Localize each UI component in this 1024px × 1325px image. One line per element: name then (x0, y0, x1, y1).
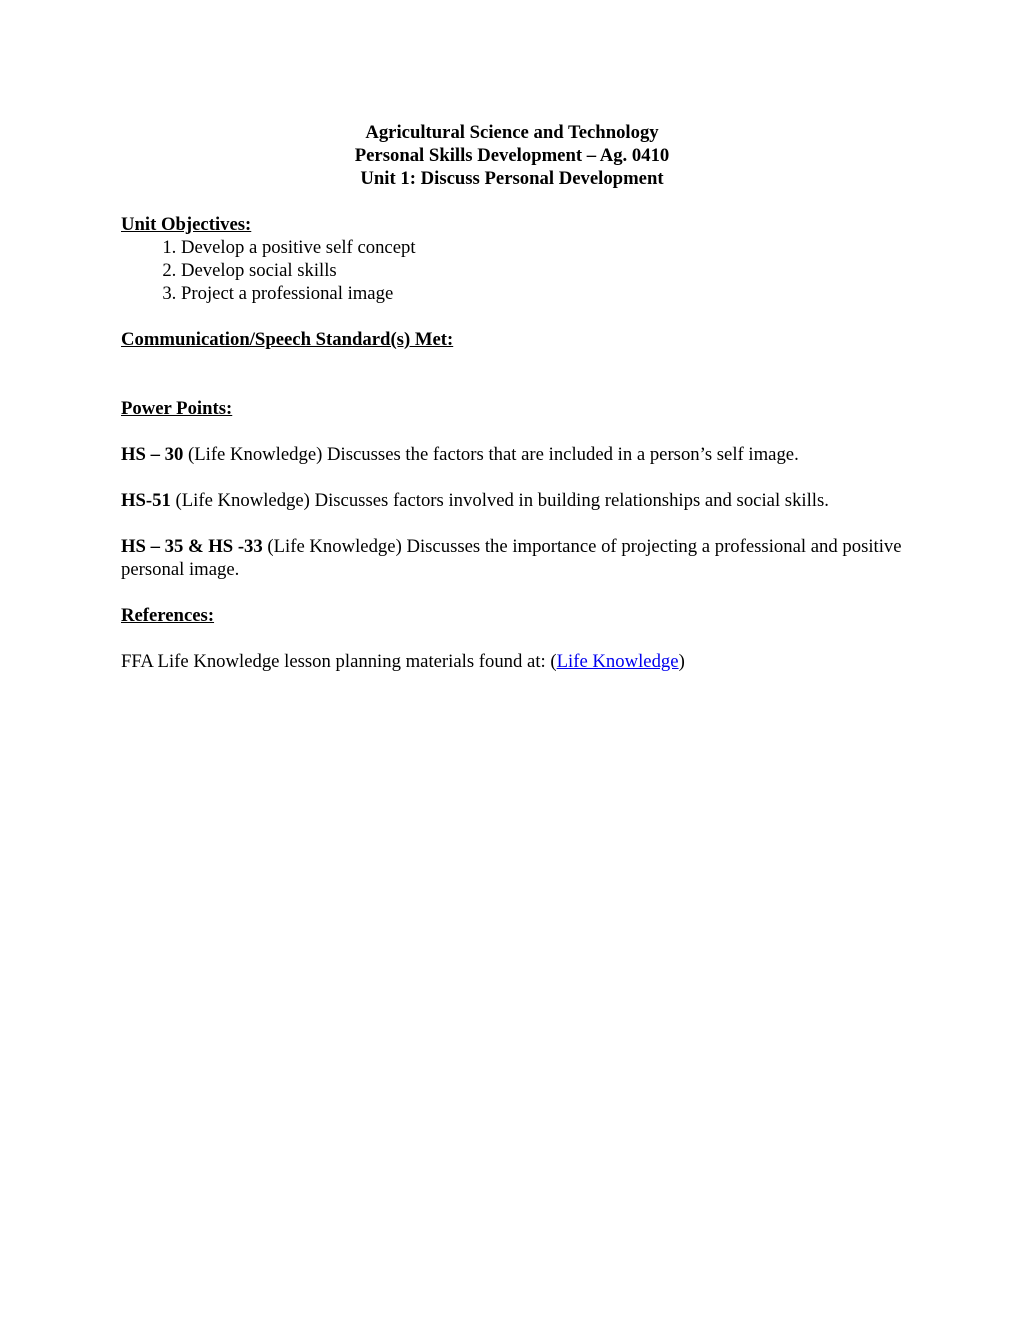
objectives-list (121, 236, 903, 305)
power-point-text: (Life Knowledge) Discusses the factors that are included in a person’s self image. (183, 444, 799, 465)
references-section (121, 604, 903, 673)
reference-line (121, 650, 903, 673)
objective-item: 2. Develop social skills (181, 259, 903, 282)
objective-item: 1. Develop a positive self concept (181, 236, 903, 259)
power-point-code: HS – 30 (121, 444, 184, 465)
objective-item: 3. Project a professional image (181, 282, 903, 305)
reference-text-after: ) (678, 651, 685, 672)
standards-heading: Communication/Speech Standard(s) Met: (121, 329, 454, 350)
document-title-block (121, 121, 903, 190)
power-point-item (121, 535, 903, 581)
power-point-text: (Life Knowledge) Discusses the importance of projecting a professional and positive personal image. (121, 536, 902, 580)
references-heading: References: (121, 605, 215, 626)
course-subtitle: Personal Skills Development – Ag. 0410 (354, 145, 670, 166)
reference-text-before: FFA Life Knowledge lesson planning materials found at: ( (121, 651, 557, 672)
power-point-item (121, 443, 903, 466)
objectives-heading: Unit Objectives: (121, 214, 252, 235)
life-knowledge-link[interactable]: Life Knowledge (556, 651, 679, 672)
power-point-code: HS – 35 & HS -33 (121, 536, 263, 557)
standards-section (121, 328, 903, 351)
power-point-code: HS-51 (121, 490, 171, 511)
unit-title: Unit 1: Discuss Personal Development (360, 168, 664, 189)
objectives-section (121, 213, 903, 305)
power-point-text: (Life Knowledge) Discusses factors involved in building relationships and social skills. (170, 490, 829, 511)
course-title: Agricultural Science and Technology (365, 122, 659, 143)
power-points-heading: Power Points: (121, 398, 233, 419)
power-point-item (121, 489, 903, 512)
power-points-section (121, 397, 903, 581)
